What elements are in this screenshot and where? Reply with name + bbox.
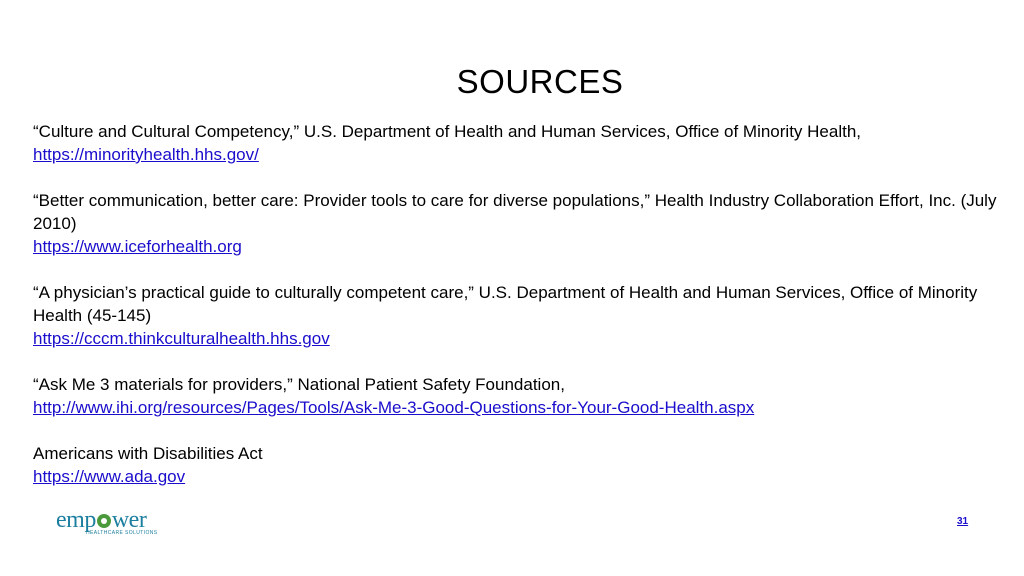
source-link[interactable]: http://www.ihi.org/resources/Pages/Tools/Ask-Me-3-Good-Questions-for-Your-Good-Health.aspx bbox=[33, 398, 755, 417]
source-citation: “Better communication, better care: Provider tools to care for diverse populations,” Health Industry Collaboration Effort, Inc. (July 2010) bbox=[33, 191, 997, 233]
page-number[interactable]: 31 bbox=[957, 516, 969, 527]
source-item bbox=[33, 120, 1003, 166]
source-item bbox=[33, 281, 1003, 350]
source-link[interactable]: https://www.ada.gov bbox=[33, 467, 186, 486]
logo-word-start: emp bbox=[56, 507, 96, 533]
source-item bbox=[33, 442, 1003, 488]
page-title: SOURCES bbox=[456, 63, 624, 100]
logo-wordmark bbox=[56, 508, 166, 532]
source-citation: “Ask Me 3 materials for providers,” National Patient Safety Foundation, bbox=[33, 375, 565, 394]
sources-list bbox=[33, 120, 1003, 511]
source-citation: “Culture and Cultural Competency,” U.S. Department of Health and Human Services, Office of Minority Health, bbox=[33, 122, 862, 141]
logo-word-end: wer bbox=[111, 507, 147, 533]
source-item bbox=[33, 189, 1003, 258]
source-citation: “A physician’s practical guide to culturally competent care,” U.S. Department of Health and Human Services, Office of Minority Health (45-145) bbox=[33, 283, 978, 325]
source-link[interactable]: https://cccm.thinkculturalhealth.hhs.gov bbox=[33, 329, 330, 348]
source-link[interactable]: https://www.iceforhealth.org bbox=[33, 237, 242, 256]
leaf-o-icon bbox=[97, 514, 111, 528]
source-item bbox=[33, 373, 1003, 419]
empower-logo bbox=[56, 508, 166, 538]
source-citation: Americans with Disabilities Act bbox=[33, 444, 263, 463]
source-link[interactable]: https://minorityhealth.hhs.gov/ bbox=[33, 145, 259, 164]
logo-tagline: HEALTHCARE SOLUTIONS bbox=[86, 530, 158, 536]
